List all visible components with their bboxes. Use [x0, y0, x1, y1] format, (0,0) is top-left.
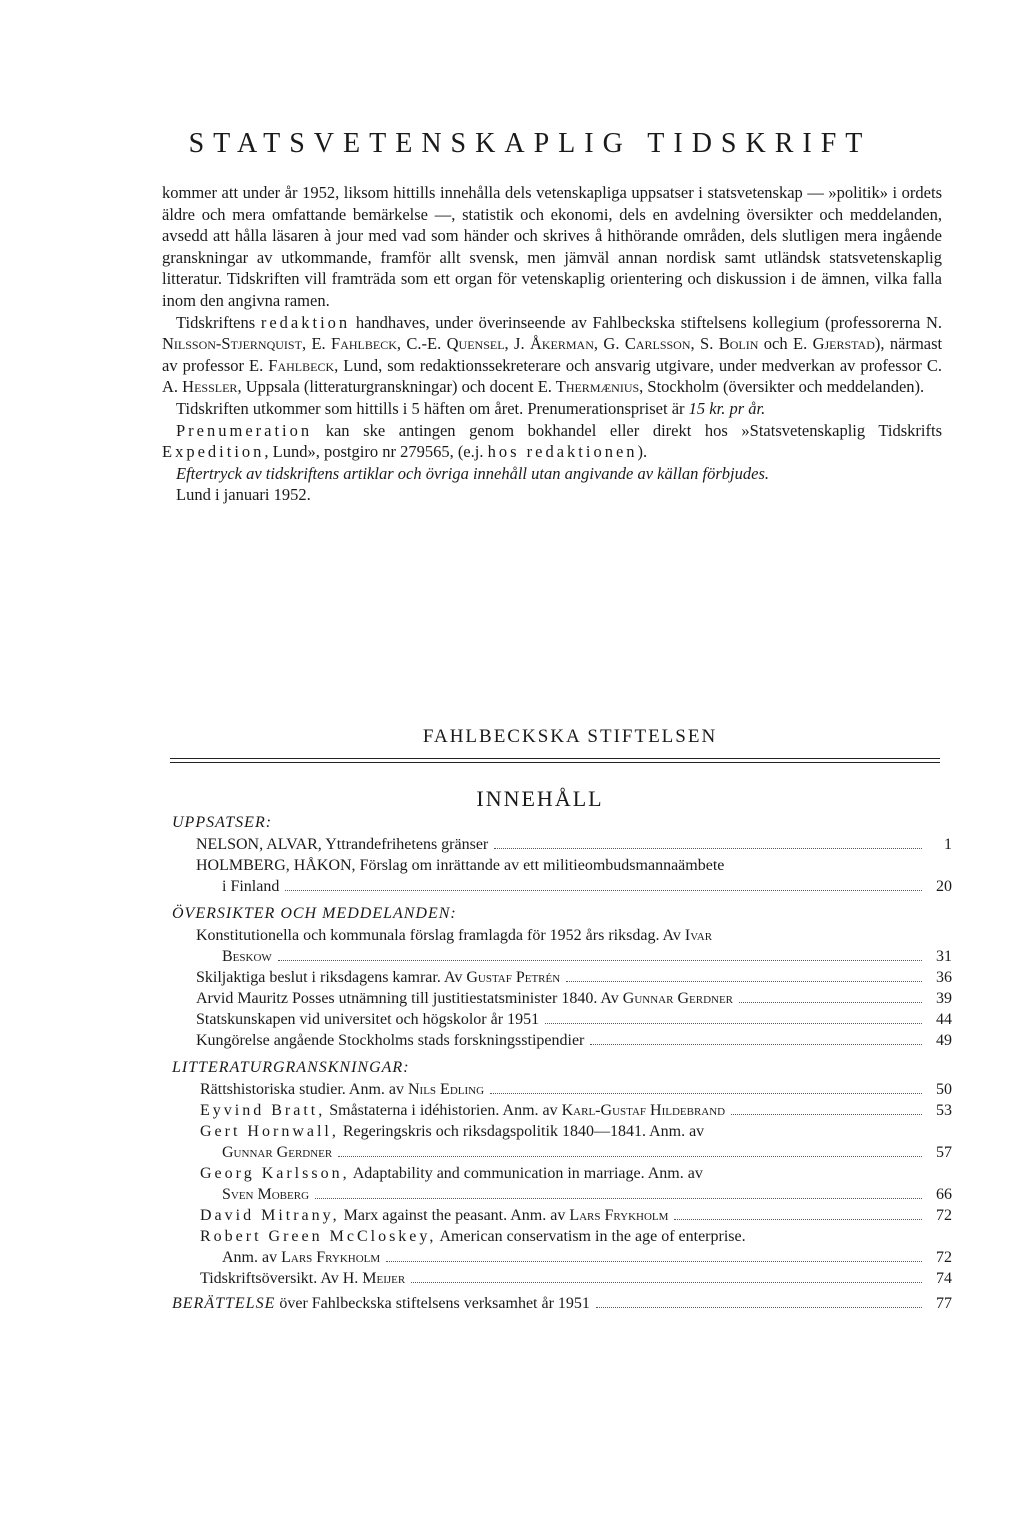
- entry-title: Yttrandefrihetens gränser: [325, 836, 489, 853]
- text-run: kan ske antingen genom bokhandel eller direkt hos »Statsvetenskaplig Tidskrifts: [325, 420, 943, 440]
- leader-dots: [386, 1261, 922, 1262]
- leader-dots: [490, 1093, 922, 1094]
- section-heading-uppsatser: UPPSATSER:: [172, 814, 273, 831]
- page-number: 39: [936, 990, 952, 1007]
- toc-entry[interactable]: [172, 855, 952, 876]
- intro-paragraph-eftertryck: Eftertryck av tidskriftens artiklar och övriga innehåll utan angivande av källan förbjudes.: [176, 463, 769, 483]
- reviewer-name: Lars Frykholm: [281, 1249, 381, 1266]
- leader-dots: [674, 1219, 922, 1220]
- toc-entry-text: [200, 1226, 746, 1247]
- page-number: 74: [936, 1270, 952, 1287]
- person-name: C. A. Hessler: [162, 355, 943, 397]
- toc-entry-text: [200, 1163, 703, 1184]
- dateline: Lund i januari 1952.: [176, 485, 311, 505]
- person-name: E. Thermænius: [537, 377, 640, 397]
- divider-rule: [170, 762, 940, 763]
- entry-title: American conservatism in the age of enterprise.: [439, 1228, 746, 1245]
- toc-entry-continuation: [172, 876, 952, 897]
- entry-title-continued: i Finland: [222, 878, 280, 895]
- author-name-continued: Beskow: [222, 948, 272, 965]
- person-name: G. Carlsson: [603, 334, 691, 354]
- reviewer-name: Sven Moberg: [222, 1186, 310, 1203]
- leader-dots: [338, 1156, 922, 1157]
- toc-entry-text: [196, 967, 560, 988]
- leader-dots: [545, 1023, 922, 1024]
- leader-dots: [315, 1198, 922, 1199]
- toc-entry[interactable]: [172, 1205, 952, 1226]
- toc-entry-text: [200, 1100, 725, 1121]
- leader-dots: [731, 1114, 922, 1115]
- text-run: handhaves, under överinseende av Fahlbeckska stiftelsens kollegium (professorerna: [355, 312, 921, 332]
- masthead-title: STATSVETENSKAPLIG TIDSKRIFT: [188, 128, 872, 159]
- toc-entry-continuation: [172, 1247, 952, 1268]
- toc-entry-text: [172, 1293, 590, 1315]
- toc-entry-text: [196, 855, 724, 876]
- entry-title: Statskunskapen vid universitet och högskolor år 1951: [196, 1011, 540, 1028]
- entry-title: över Fahlbeckska stiftelsens verksamhet år 1951: [279, 1295, 590, 1312]
- toc-entry[interactable]: [172, 925, 952, 946]
- toc-entry[interactable]: [172, 1163, 952, 1184]
- reviewer-name: Nils Edling: [408, 1081, 485, 1098]
- text-run: , Uppsala (litteraturgranskningar) och docent: [237, 377, 534, 397]
- entry-title: Skiljaktiga beslut i riksdagens kamrar. Av: [196, 969, 463, 986]
- intro-text: [162, 182, 942, 506]
- page-number: 36: [936, 969, 952, 986]
- text-run: och: [763, 334, 788, 354]
- emphasis-hos-redaktionen: hos redaktionen: [487, 442, 638, 462]
- entry-title: Adaptability and communication in marriage. Anm. av: [352, 1165, 703, 1182]
- author-name: David Mitrany,: [200, 1207, 340, 1224]
- toc-entry[interactable]: [172, 1100, 952, 1121]
- text-run: ).: [637, 442, 648, 462]
- toc-entry[interactable]: [172, 1268, 952, 1289]
- page-number: 66: [936, 1186, 952, 1203]
- emphasis-expedition: Expedition: [162, 442, 265, 462]
- toc-entry[interactable]: [172, 988, 952, 1009]
- page-number: 53: [936, 1102, 952, 1119]
- person-name: N. Nilsson-Stjernquist: [162, 312, 943, 354]
- leader-dots: [566, 981, 922, 982]
- page-number: 49: [936, 1032, 952, 1049]
- section-heading-litteratur: LITTERATURGRANSKNINGAR:: [172, 1059, 410, 1076]
- section-heading-berattelse: BERÄTTELSE: [172, 1295, 276, 1312]
- toc-entry[interactable]: [172, 1030, 952, 1051]
- reviewer-name: Gunnar Gerdner: [222, 1144, 333, 1161]
- reviewer-name: Karl-Gustaf Hildebrand: [561, 1102, 726, 1119]
- table-of-contents: [172, 812, 952, 1315]
- text-run: ), närmast av professor: [162, 334, 943, 375]
- page-number: 20: [936, 878, 952, 895]
- toc-entry-text: [196, 925, 712, 946]
- entry-title: Konstitutionella och kommunala förslag framlagda för 1952 års riksdag. Av: [196, 927, 681, 944]
- person-name: E. Fahlbeck: [249, 355, 335, 375]
- page-number: 57: [936, 1144, 952, 1161]
- toc-entry-text: [200, 1268, 405, 1289]
- entry-title: Kungörelse angående Stockholms stads forskningsstipendier: [196, 1032, 585, 1049]
- person-name: E. Gjerstad: [792, 334, 875, 354]
- intro-paragraph-price: [162, 398, 942, 420]
- entry-title: Marx against the peasant. Anm. av: [343, 1207, 566, 1224]
- toc-entry[interactable]: [172, 834, 952, 855]
- toc-entry[interactable]: [172, 1121, 952, 1142]
- page-number: 50: [936, 1081, 952, 1098]
- person-name: J. Åkerman: [514, 334, 594, 354]
- intro-paragraph-redaktion: Tidskriftens redaktion handhaves, under överinseende av Fahlbeckska stiftelsens kollegium (professorerna N. Nilsson-Stjernquist, E. Fahlbeck, C.-E. Quensel, J. Åkerman, G. Carlsson, S. Bolin och E. Gjerstad), närmast av professor E. Fahlbeck, Lund, som redaktionssekreterare och ansvarig utgivare, under medverkan av professor C. A. Hessler, Uppsala (litteraturgranskningar) och docent E. Thermænius, Stockholm (översikter och meddelanden).: [162, 312, 943, 397]
- author-name: Ivar: [684, 927, 713, 944]
- divider-rule: [170, 758, 940, 759]
- toc-entry-text: [200, 1205, 668, 1226]
- emphasis-prenumeration: Prenumeration: [176, 420, 313, 440]
- author-name: Robert Green McCloskey,: [200, 1228, 437, 1245]
- page-number: 72: [936, 1207, 952, 1224]
- leader-dots: [285, 890, 922, 891]
- toc-entry-continuation: [172, 946, 952, 967]
- page-number: 31: [936, 948, 952, 965]
- text-run: Tidskriftens: [176, 312, 256, 332]
- section-heading-oversikter: ÖVERSIKTER OCH MEDDELANDEN:: [172, 905, 457, 922]
- person-name: S. Bolin: [700, 334, 759, 354]
- entry-title: Regeringskris och riksdagspolitik 1840—1841. Anm. av: [342, 1123, 705, 1140]
- toc-entry[interactable]: [172, 1226, 952, 1247]
- text-run: , Lund», postgiro nr 279565, (e.j.: [264, 442, 484, 462]
- toc-entry-text: [196, 834, 488, 855]
- toc-entry[interactable]: [172, 967, 952, 988]
- leader-dots: [278, 960, 922, 961]
- toc-entry[interactable]: [172, 1293, 952, 1315]
- subscription-price: 15 kr. pr år.: [688, 398, 766, 418]
- leader-dots: [739, 1002, 922, 1003]
- author-name: Gert Hornwall,: [200, 1123, 339, 1140]
- author-name: NELSON, ALVAR,: [196, 836, 322, 853]
- text-run: , Stockholm (översikter och meddelanden).: [639, 377, 925, 397]
- reviewer-name: Lars Frykholm: [569, 1207, 669, 1224]
- toc-entry-text: [196, 988, 733, 1009]
- toc-entry[interactable]: [172, 1009, 952, 1030]
- emphasis-redaktion: redaktion: [260, 312, 351, 332]
- author-name: Georg Karlsson,: [200, 1165, 350, 1182]
- text-run: , Lund, som redaktionssekreterare och ansvarig utgivare, under medverkan av professor: [334, 355, 922, 375]
- leader-dots: [494, 848, 922, 849]
- leader-dots: [596, 1307, 922, 1308]
- entry-title: Småstaterna i idéhistorien. Anm. av: [329, 1102, 558, 1119]
- person-name: E. Fahlbeck: [311, 334, 397, 354]
- entry-title-continued: Anm. av: [222, 1249, 278, 1266]
- toc-entry-text: [200, 1121, 704, 1142]
- toc-entry[interactable]: [172, 1079, 952, 1100]
- author-name: Gunnar Gerdner: [622, 990, 734, 1007]
- contents-heading: INNEHÅLL: [476, 786, 604, 811]
- leader-dots: [411, 1282, 922, 1283]
- page-number: 44: [936, 1011, 952, 1028]
- page-number: 72: [936, 1249, 952, 1266]
- leader-dots: [590, 1044, 922, 1045]
- author-name: HOLMBERG, HÅKON,: [196, 857, 356, 874]
- toc-entry-text: [222, 1247, 380, 1268]
- toc-entry-continuation: [172, 1142, 952, 1163]
- toc-entry-text: [200, 1079, 484, 1100]
- foundation-name: FAHLBECKSKA STIFTELSEN: [422, 726, 718, 747]
- entry-title: Tidskriftsöversikt. Av: [200, 1270, 339, 1287]
- intro-paragraph-prenumeration: [162, 420, 942, 463]
- page-number: 1: [944, 836, 952, 853]
- toc-entry-continuation: [172, 1184, 952, 1205]
- author-name: Eyvind Bratt,: [200, 1102, 326, 1119]
- entry-title: Arvid Mauritz Posses utnämning till justitiestatsminister 1840. Av: [196, 990, 619, 1007]
- page-number: 77: [936, 1295, 952, 1312]
- reviewer-name: H. Meijer: [342, 1270, 406, 1287]
- entry-title: Rättshistoriska studier. Anm. av: [200, 1081, 404, 1098]
- author-name: Gustaf Petrén: [466, 969, 561, 986]
- entry-title: Förslag om inrättande av ett militieombudsmannaämbete: [359, 857, 725, 874]
- person-name: C.-E. Quensel: [406, 334, 505, 354]
- text-run: Tidskriften utkommer som hittills i 5 häften om året. Prenumerationspriset är: [176, 398, 685, 418]
- intro-paragraph-1: kommer att under år 1952, liksom hittills innehålla dels vetenskapliga uppsatser i statsvetenskap — »politik» i ordets äldre och mera omfattande bemärkelse —, statistik och ekonomi, dels en avdelning översikter och meddelanden, avsedd att hålla läsaren à jour med vad som händer och skrives å hithörande områden, dels slutligen mera ingående granskningar av utkommande, framför allt svensk, men jämväl annan nordisk samt utländsk statsvetenskaplig litteratur. Tidskriften vill framträda som ett organ för vetenskaplig orientering och diskussion i de ämnen, vilka falla inom den angivna ramen.: [162, 183, 942, 310]
